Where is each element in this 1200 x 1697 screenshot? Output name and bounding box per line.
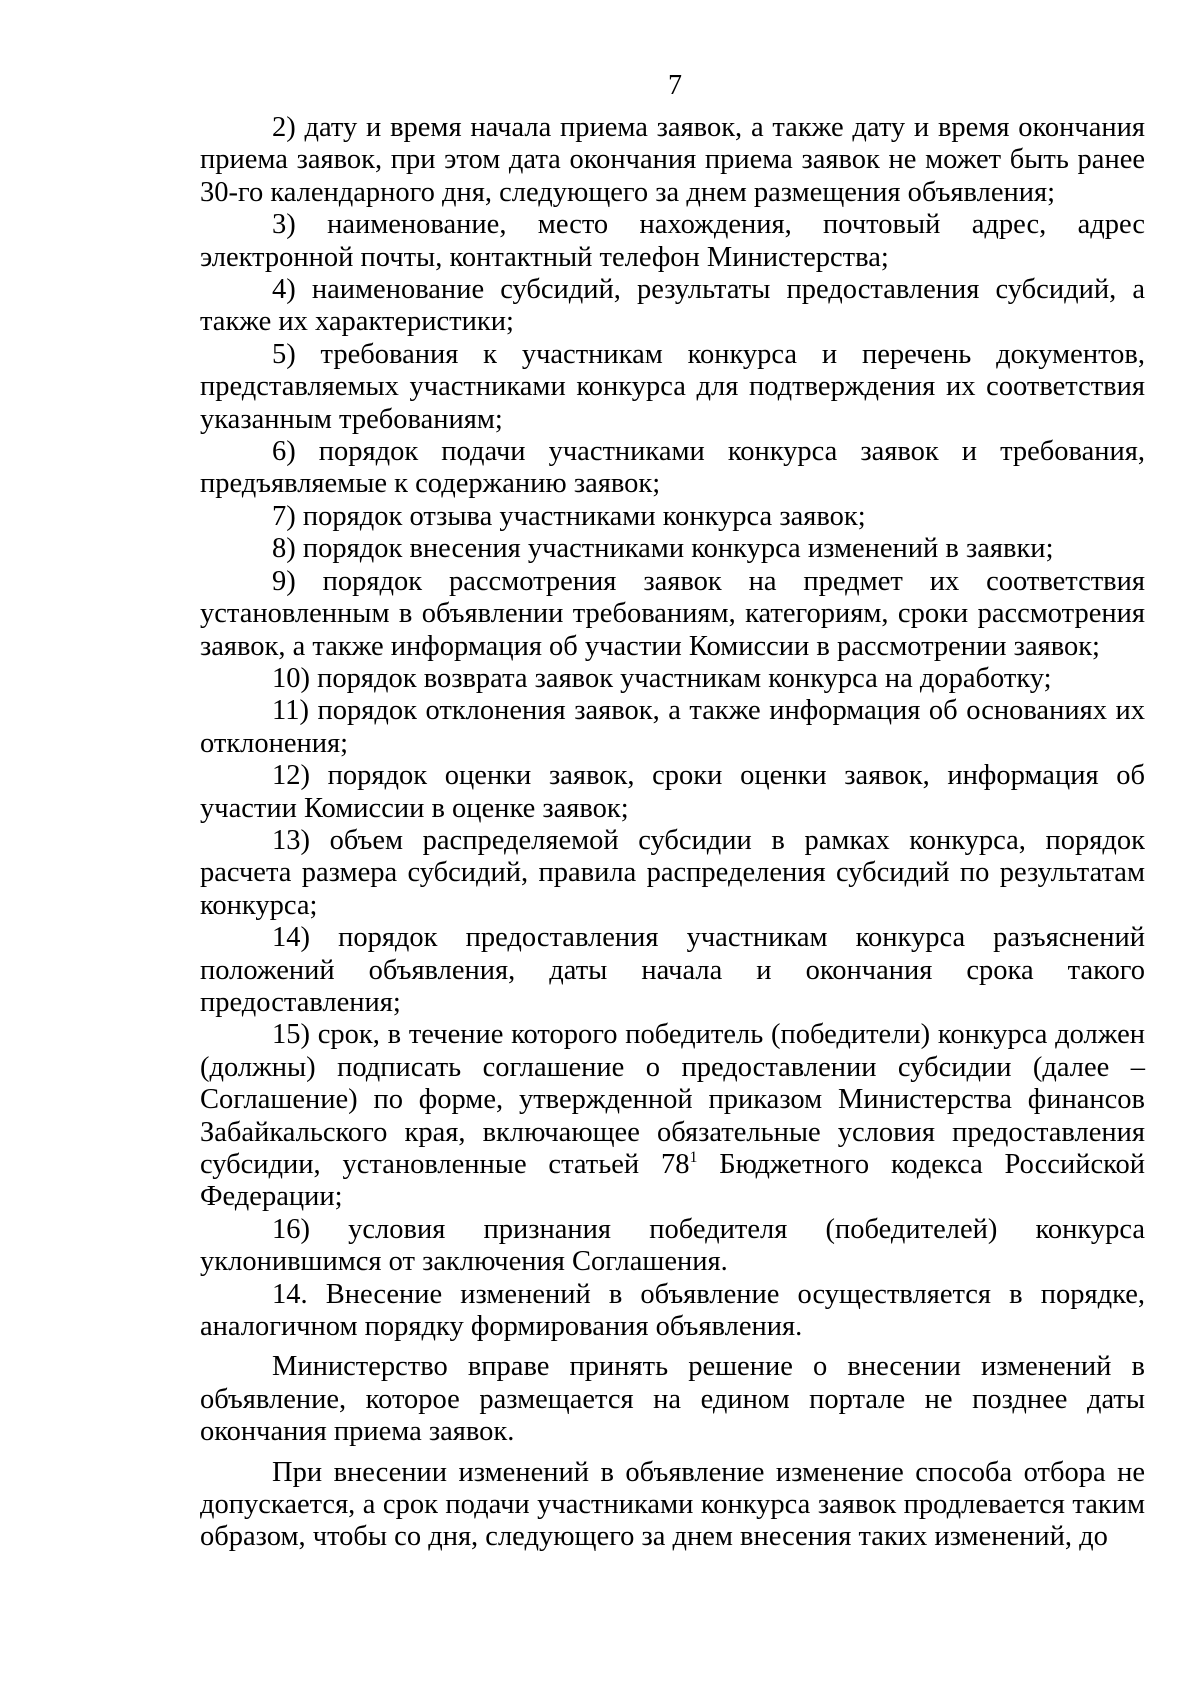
- list-item-2: 2) дату и время начала приема заявок, а также дату и время окончания приема заявок, при этом дата окончания приема заявок не может быть ранее 30-го календарного дня, следующего за днем размещения объявления;: [200, 112, 1145, 208]
- list-item-4: 4) наименование субсидий, результаты предоставления субсидий, а также их характеристики;: [200, 274, 1145, 338]
- superscript-marker: 1: [689, 1149, 698, 1166]
- list-item-6: 6) порядок подачи участниками конкурса заявок и требования, предъявляемые к содержанию заявок;: [200, 436, 1145, 500]
- paragraph-ministry-right: Министерство вправе принять решение о внесении изменений в объявление, которое размещается на едином портале не позднее даты окончания приема заявок.: [200, 1351, 1145, 1448]
- list-item-8: 8) порядок внесения участниками конкурса изменений в заявки;: [272, 533, 1054, 565]
- paragraph-changes-procedure: При внесении изменений в объявление изменение способа отбора не допускается, а срок подачи участниками конкурса заявок продлевается таким образом, чтобы со дня, следующего за днем внесения таких изменений, до: [200, 1456, 1145, 1553]
- list-item-15-text: 15) срок, в течение которого победитель (победители) конкурса должен (должны) подписать соглашение о предоставлении субсидии (далее – Соглашение) по форме, утвержденной приказом Министерства финансов Забайкальского края, включающее обязательные условия предоставления субсидии, установленные статьей 78: [200, 1019, 1145, 1180]
- list-item-13: 13) объем распределяемой субсидии в рамках конкурса, порядок расчета размера субсидий, правила распределения субсидий по результатам конкурса;: [200, 824, 1145, 921]
- list-item-9: 9) порядок рассмотрения заявок на предмет их соответствия установленным в объявлении требованиям, категориям, сроки рассмотрения заявок, а также информация об участии Комиссии в рассмотрении заявок;: [200, 565, 1145, 662]
- list-item-3: 3) наименование, место нахождения, почтовый адрес, адрес электронной почты, контактный телефон Министерства;: [200, 209, 1145, 273]
- list-item-5: 5) требования к участникам конкурса и перечень документов, представляемых участниками конкурса для подтверждения их соответствия указанным требованиям;: [200, 338, 1145, 435]
- list-item-14: 14) порядок предоставления участникам конкурса разъяснений положений объявления, даты начала и окончания срока такого предоставления;: [200, 922, 1145, 1018]
- document-body: [200, 112, 1145, 1554]
- list-item-10: 10) порядок возврата заявок участникам конкурса на доработку;: [272, 662, 1052, 694]
- clause-14: 14. Внесение изменений в объявление осуществляется в порядке, аналогичном порядку формирования объявления.: [200, 1278, 1145, 1343]
- list-item-15: [200, 1019, 1145, 1213]
- page-number: 7: [668, 70, 682, 101]
- list-item-11: 11) порядок отклонения заявок, а также информация об основаниях их отклонения;: [200, 695, 1145, 759]
- list-item-15-text-end: Бюджетного кодекса Российской Федерации;: [200, 1149, 1145, 1213]
- list-item-7: 7) порядок отзыва участниками конкурса заявок;: [272, 500, 866, 532]
- list-item-16: 16) условия признания победителя (победителей) конкурса уклонившимся от заключения Соглашения.: [200, 1213, 1145, 1278]
- list-item-12: 12) порядок оценки заявок, сроки оценки заявок, информация об участии Комиссии в оценке заявок;: [200, 760, 1145, 824]
